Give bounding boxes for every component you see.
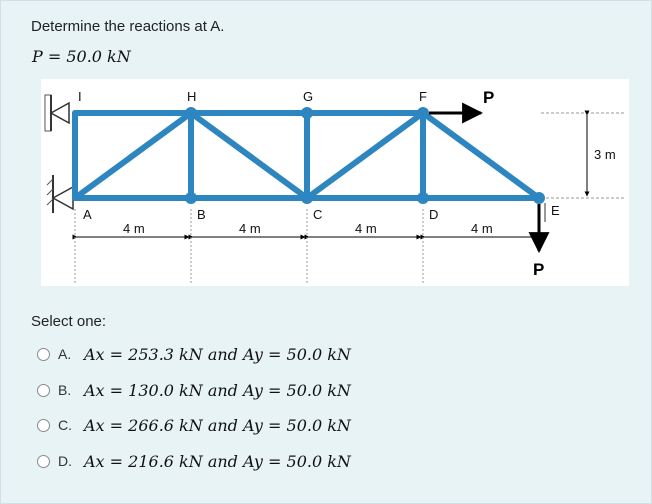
joint-E <box>533 192 545 204</box>
joint-H <box>185 107 197 119</box>
node-label-I: I <box>78 89 82 104</box>
option-d-letter: D. <box>58 453 72 469</box>
option-c[interactable] <box>37 414 351 436</box>
joint-D <box>417 192 429 204</box>
radio-d[interactable] <box>37 455 50 468</box>
option-b[interactable] <box>37 379 351 401</box>
option-c-letter: C. <box>58 417 72 433</box>
truss-members <box>75 113 539 198</box>
node-label-A: A <box>83 207 92 222</box>
member-CF <box>307 113 423 198</box>
radio-b[interactable] <box>37 384 50 397</box>
node-label-H: H <box>187 89 197 104</box>
joint-B <box>185 192 197 204</box>
option-c-text: Ax = 266.6 kN and Ay = 50.0 kN <box>84 415 351 435</box>
node-label-G: G <box>303 89 314 104</box>
option-a[interactable] <box>37 343 351 365</box>
option-a-letter: A. <box>58 346 72 362</box>
span-label-AB: 4 m <box>123 221 145 236</box>
joint-C <box>301 192 313 204</box>
select-one-label: Select one: <box>31 313 107 330</box>
node-label-B: B <box>197 207 206 222</box>
height-dimension-label: 3 m <box>594 147 616 162</box>
radio-c[interactable] <box>37 419 50 432</box>
option-b-letter: B. <box>58 382 72 398</box>
span-label-CD: 4 m <box>355 221 377 236</box>
span-label-DE: 4 m <box>471 221 493 236</box>
member-HC <box>191 113 307 198</box>
wall-pin-support <box>47 175 73 213</box>
load-label-vertical: P <box>533 260 545 279</box>
node-label-D: D <box>429 207 439 222</box>
option-a-text: Ax = 253.3 kN and Ay = 50.0 kN <box>84 344 351 364</box>
member-FE <box>423 113 539 198</box>
node-label-C: C <box>313 207 323 222</box>
option-d[interactable] <box>37 450 351 472</box>
node-label-E: E <box>551 203 560 218</box>
member-AH <box>75 113 191 198</box>
truss-diagram <box>41 79 629 286</box>
radio-a[interactable] <box>37 348 50 361</box>
truss-figure <box>41 79 629 286</box>
option-d-text: Ax = 216.6 kN and Ay = 50.0 kN <box>84 451 351 471</box>
joint-F <box>417 107 429 119</box>
span-label-BC: 4 m <box>239 221 261 236</box>
load-label-horizontal: P <box>483 88 495 107</box>
joint-G <box>301 107 313 119</box>
option-b-text: Ax = 130.0 kN and Ay = 50.0 kN <box>84 380 351 400</box>
wall-top-support <box>45 95 69 131</box>
given-load: P = 50.0 kN <box>32 47 131 66</box>
node-label-F: F <box>419 89 427 104</box>
question-text: Determine the reactions at A. <box>31 18 225 35</box>
